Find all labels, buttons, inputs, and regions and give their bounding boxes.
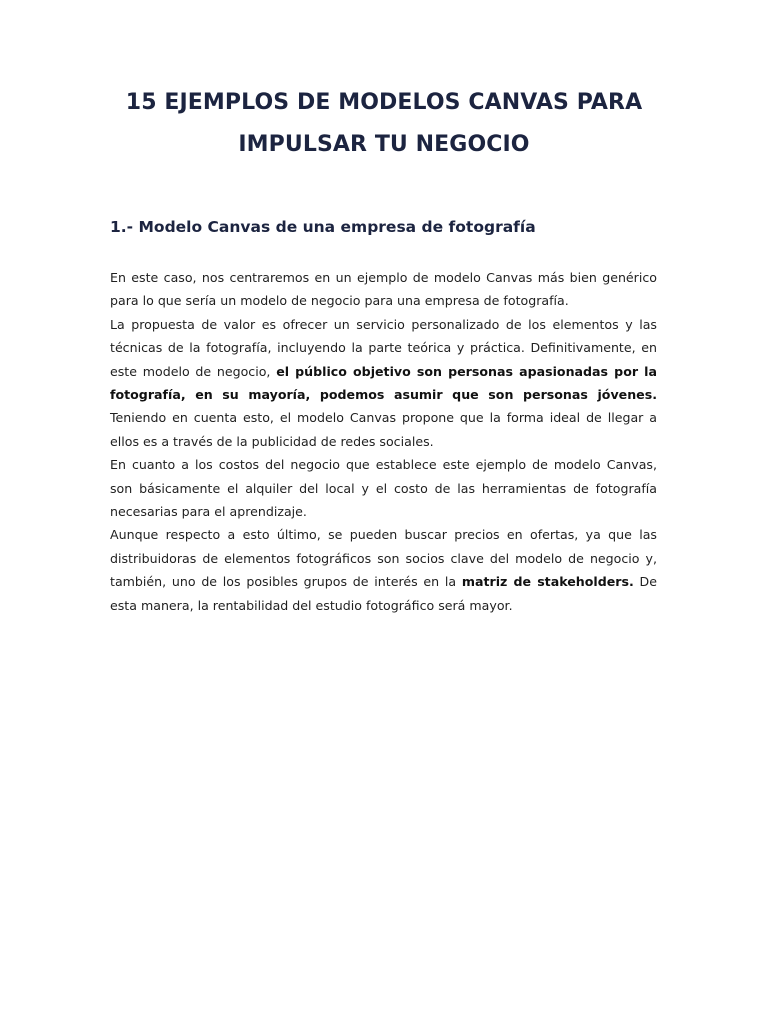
paragraph-intro-text: En este caso, nos centraremos en un ejemplo de modelo Canvas más bien genérico para lo que sería un modelo de negocio para una empresa de fotografía. xyxy=(110,270,657,309)
paragraph-value-proposition-text-before: La propuesta de valor es ofrecer un servicio personalizado de los elementos y las técnicas de la fotografía, incluyendo la parte teórica y práctica. Definitivamente, en este modelo de negocio, xyxy=(110,316,657,379)
paragraph-costs xyxy=(110,453,657,523)
page-title xyxy=(80,82,688,166)
page-title-line-1: 15 EJEMPLOS DE MODELOS CANVAS PARA xyxy=(125,90,643,115)
article-body xyxy=(110,266,657,617)
paragraph-value-proposition xyxy=(110,313,657,453)
paragraph-partners-text-before: Aunque respecto a esto último, se pueden buscar precios en ofertas, ya que las distribuidoras de elementos fotográficos son socios clave del modelo de negocio y, también, uno de los posibles grupos de interés en la xyxy=(110,527,657,590)
section-heading: 1.- Modelo Canvas de una empresa de fotografía xyxy=(110,218,536,236)
paragraph-intro xyxy=(110,266,657,313)
target-audience-highlight: el público objetivo son personas apasionadas por la fotografía, en su mayoría, podemos asumir que son personas jóvenes. xyxy=(110,363,657,403)
paragraph-partners xyxy=(110,523,657,617)
page-title-line-2: IMPULSAR TU NEGOCIO xyxy=(238,132,530,157)
stakeholders-highlight: matriz de stakeholders. xyxy=(461,574,634,590)
paragraph-value-proposition-text-after: Teniendo en cuenta esto, el modelo Canvas propone que la forma ideal de llegar a ellos es a través de la publicidad de redes sociales. xyxy=(110,410,657,449)
paragraph-partners-text-after: De esta manera, la rentabilidad del estudio fotográfico será mayor. xyxy=(110,574,657,613)
paragraph-costs-text: En cuanto a los costos del negocio que establece este ejemplo de modelo Canvas, son básicamente el alquiler del local y el costo de las herramientas de fotografía necesarias para el aprendizaje. xyxy=(110,457,657,520)
